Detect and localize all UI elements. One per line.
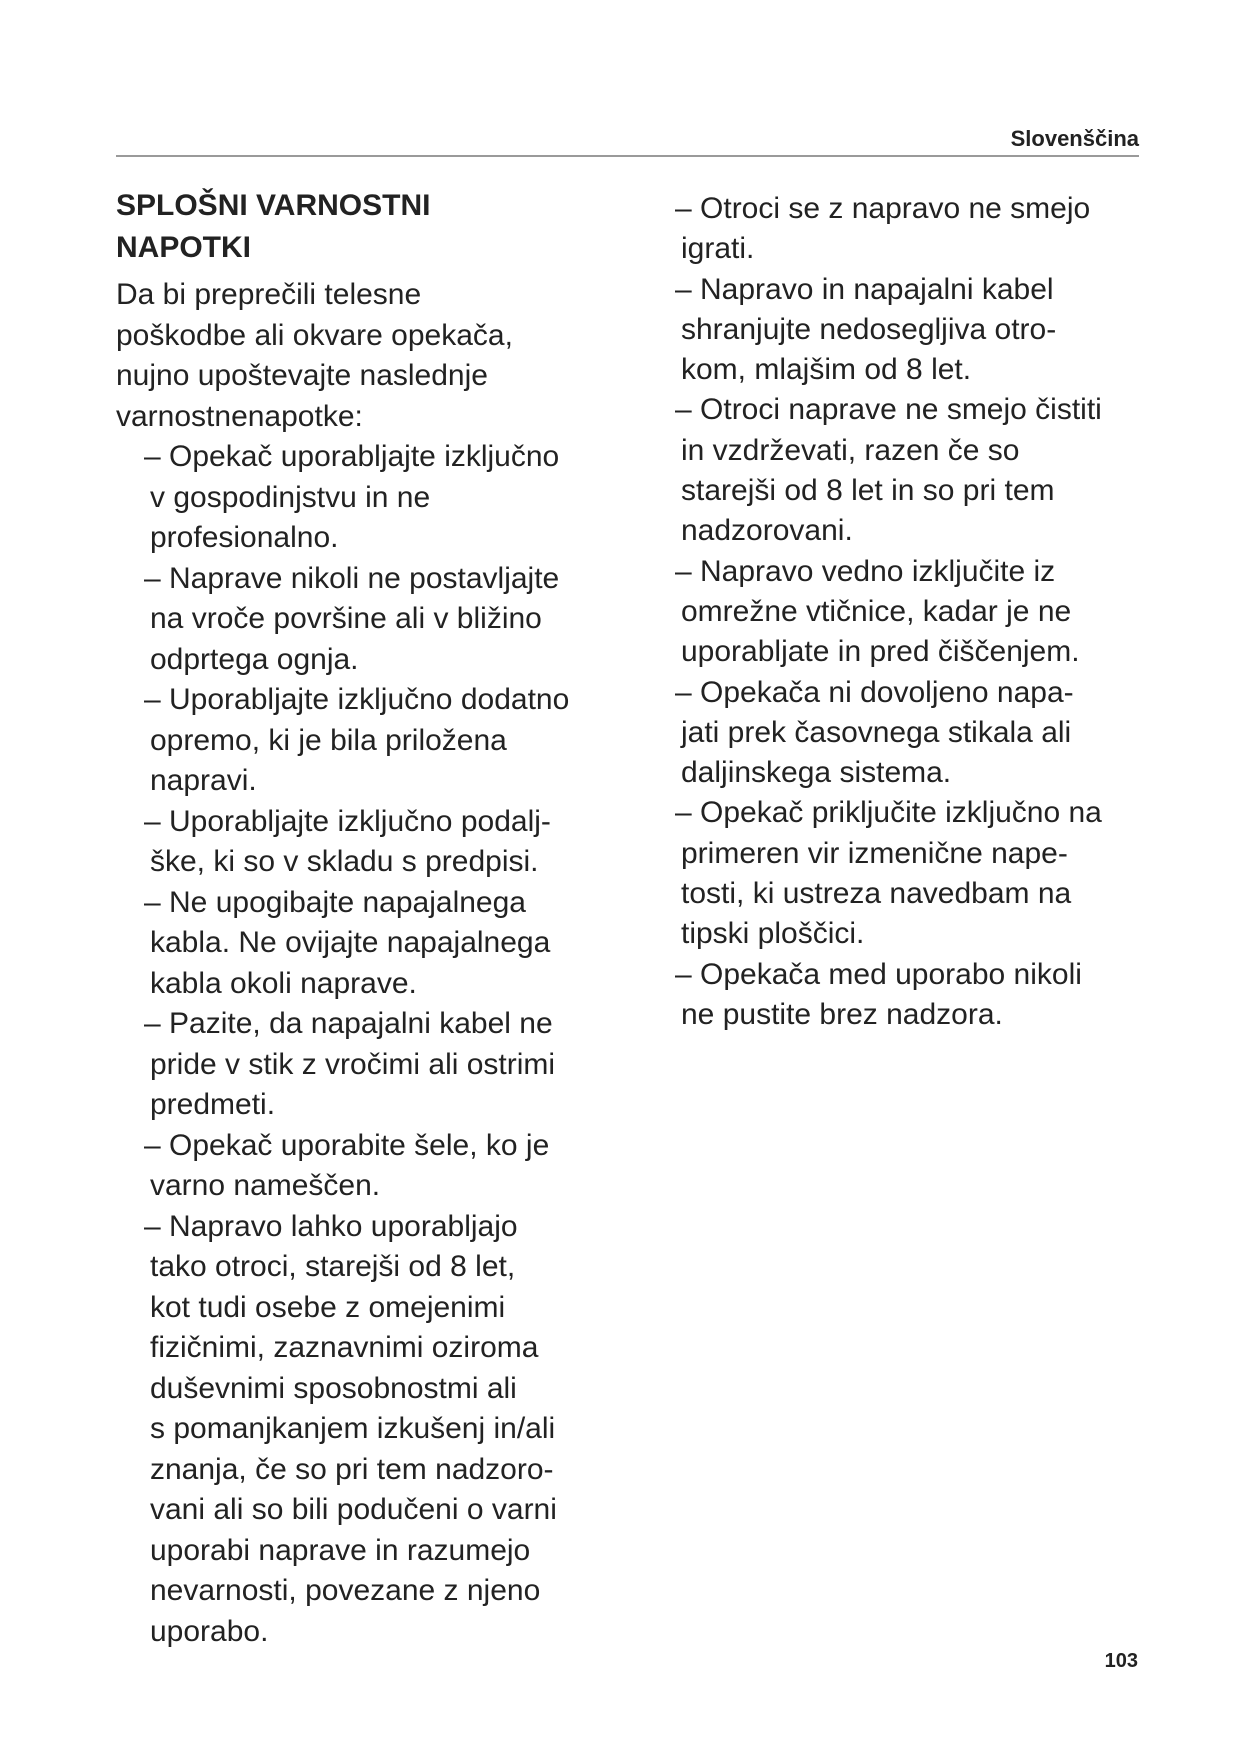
text-line: jati prek časovnega stikala ali (681, 715, 1072, 749)
text-line: – Opekača ni dovoljeno napa- (675, 675, 1074, 709)
text-line: – Naprave nikoli ne postavljajte (144, 561, 560, 595)
text-line: igrati. (681, 232, 755, 266)
text-line: – Uporabljajte izključno dodatno (144, 683, 570, 716)
text-line: – Napravo vedno izključite iz (675, 554, 1056, 588)
intro-paragraph (116, 275, 636, 437)
list-item (675, 390, 1197, 551)
right-column (677, 189, 1197, 1035)
list-item (675, 189, 1197, 270)
left-column (116, 185, 636, 1652)
list-item (144, 1004, 636, 1126)
text-line: in vzdrževati, razen če so (681, 433, 1020, 467)
list-item (144, 1126, 636, 1207)
text-line: uporabo. (150, 1614, 269, 1648)
text-line: omrežne vtičnice, kadar je ne (681, 594, 1072, 628)
text-line: varno nameščen. (150, 1169, 381, 1202)
text-line: nujno upoštevajte naslednje (116, 359, 488, 392)
text-line: tosti, ki ustreza navedbam na (681, 877, 1072, 911)
header-language: Slovenščina (1010, 126, 1139, 151)
text-line: varnostnenapotke: (116, 399, 363, 433)
text-line: tipski ploščici. (681, 917, 865, 951)
text-line: – Opekača med uporabo nikoli (675, 957, 1082, 991)
text-line: v gospodinjstvu in ne (150, 480, 431, 514)
text-line: starejši od 8 let in so pri tem (681, 474, 1055, 508)
heading-line: SPLOŠNI VARNOSTNI (116, 189, 431, 222)
header-divider (116, 155, 1139, 157)
text-line: predmeti. (150, 1088, 276, 1121)
text-line: – Uporabljajte izključno podalj- (144, 804, 551, 838)
text-line: s pomanjkanjem izkušenj in/ali (150, 1412, 556, 1445)
text-line: – Opekač priključite izključno na (675, 796, 1102, 830)
page-number: 103 (1104, 1650, 1138, 1672)
text-line: – Napravo in napajalni kabel (675, 272, 1054, 306)
list-item (675, 270, 1197, 391)
list-item (675, 552, 1197, 673)
list-item (144, 680, 636, 802)
text-line: primeren vir izmenične nape- (681, 836, 1068, 870)
text-line: ške, ki so v skladu s predpisi. (150, 845, 539, 878)
text-line: fizičnimi, zaznavnimi oziroma (150, 1331, 539, 1364)
text-line: tako otroci, starejši od 8 let, (150, 1250, 516, 1283)
text-line: – Ne upogibajte napajalnega (144, 885, 526, 919)
text-line: vani ali so bili podučeni o varni (150, 1493, 557, 1526)
text-line: – Otroci se z napravo ne smejo (675, 192, 1091, 225)
text-line: daljinskega sistema. (681, 756, 952, 790)
list-item (675, 955, 1197, 1036)
text-line: pride v stik z vročimi ali ostrimi (150, 1047, 556, 1081)
text-line: uporabljate in pred čiščenjem. (681, 635, 1080, 669)
list-item (144, 1207, 636, 1653)
list-item (144, 437, 636, 559)
list-item (144, 559, 636, 681)
text-line: – Napravo lahko uporabljajo (144, 1209, 518, 1243)
section-heading (116, 185, 636, 269)
text-line: na vroče površine ali v bližino (150, 602, 542, 635)
text-line: nevarnosti, povezane z njeno (150, 1574, 541, 1607)
text-line: poškodbe ali okvare opekača, (116, 318, 513, 352)
text-line: znanja, če so pri tem nadzoro- (150, 1452, 554, 1486)
list-item (675, 673, 1197, 794)
text-line: kot tudi osebe z omejenimi (150, 1290, 506, 1324)
text-line: uporabi naprave in razumejo (150, 1533, 531, 1567)
text-line: duševnimi sposobnostmi ali (150, 1371, 517, 1405)
text-line: kabla okoli naprave. (150, 966, 417, 1000)
safety-list (677, 189, 1197, 1035)
text-line: odprtega ognja. (150, 642, 359, 676)
text-line: – Otroci naprave ne smejo čistiti (675, 393, 1102, 427)
text-line: nadzorovani. (681, 514, 853, 548)
text-line: kom, mlajšim od 8 let. (681, 353, 972, 387)
text-line: ne pustite brez nadzora. (681, 997, 1003, 1031)
text-line: – Opekač uporabljajte izključno (144, 440, 560, 473)
text-line: profesionalno. (150, 521, 339, 554)
text-line: opremo, ki je bila priložena (150, 723, 507, 757)
text-line: napravi. (150, 764, 257, 797)
list-item (144, 883, 636, 1005)
list-item (144, 802, 636, 883)
safety-list (116, 437, 636, 1652)
text-line: shranjujte nedosegljiva otro- (681, 312, 1057, 346)
text-line: Da bi preprečili telesne (116, 278, 422, 311)
text-line: – Opekač uporabite šele, ko je (144, 1128, 550, 1162)
text-line: kabla. Ne ovijajte napajalnega (150, 926, 551, 959)
list-item (675, 793, 1197, 954)
heading-line: NAPOTKI (116, 231, 251, 264)
text-line: – Pazite, da napajalni kabel ne (144, 1007, 553, 1040)
